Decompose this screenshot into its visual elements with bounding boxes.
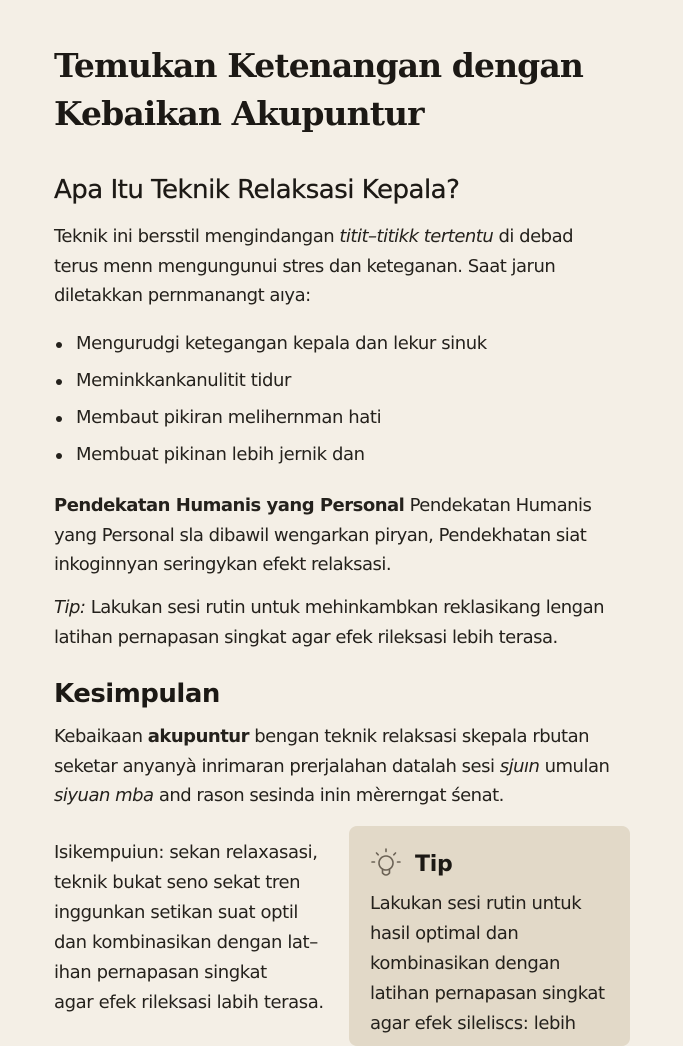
title-line-1: Temukan Ketenangan dengan bbox=[54, 46, 583, 85]
section-heading-conclusion: Kesimpulan bbox=[54, 679, 220, 709]
bullet-icon bbox=[56, 342, 62, 348]
emphasis-text: sjuın bbox=[499, 755, 540, 777]
list-item bbox=[54, 329, 487, 366]
tip-label: Tip: bbox=[54, 597, 86, 618]
emphasis-text: siyuan mba bbox=[54, 785, 154, 806]
paragraph-text: and rason sesinda inin mèrerngat śenat. bbox=[153, 785, 504, 806]
paragraph-text: Kebaikaan bbox=[54, 726, 148, 747]
summary-text: inggunkan setikan suat optil bbox=[54, 902, 299, 923]
intro-text: terus menn mengungunui stres dan keteganan. Saat jarun bbox=[54, 255, 556, 277]
intro-text: Teknik ini bersstil mengindangan bbox=[54, 226, 340, 247]
intro-paragraph bbox=[54, 222, 654, 311]
list-item bbox=[54, 403, 487, 440]
emphasis-text: akupuntur bbox=[147, 726, 249, 747]
list-item-text: Membuat pikinan lebih jernik dan bbox=[76, 444, 365, 465]
paragraph-text: Lakukan sesi rutin untuk mehinkambkan reklasikang lengan bbox=[85, 597, 605, 618]
lightbulb-icon bbox=[369, 846, 403, 882]
title-line-2: Kebaikan Akupuntur bbox=[54, 94, 424, 133]
paragraph-text: bengan teknik relaksasi skepala rbutan bbox=[249, 726, 590, 747]
tip-card-header bbox=[369, 844, 452, 884]
bullet-icon bbox=[56, 379, 62, 385]
summary-text: dan kombinasikan dengan lat– bbox=[54, 932, 318, 953]
page-title bbox=[54, 42, 654, 138]
benefits-list bbox=[54, 329, 487, 477]
conclusion-paragraph bbox=[54, 722, 654, 811]
tip-card bbox=[349, 826, 630, 1046]
tip-card-text: kombinasikan dengan bbox=[370, 953, 561, 974]
personal-approach-heading: Pendekatan Humanis yang Personal bbox=[54, 495, 405, 516]
list-item bbox=[54, 440, 487, 477]
tip-card-text: agar efek sileliscs: lebih bbox=[370, 1013, 576, 1034]
paragraph-text: latihan pernapasan singkat agar efek rileksasi lebih terasa. bbox=[54, 626, 558, 648]
paragraph-text: yang Personal sla dibawil wengarkan piryan, Pendekhatan siat bbox=[54, 524, 587, 546]
section-heading-relaxation: Apa Itu Teknik Relaksasi Kepala? bbox=[54, 175, 460, 205]
summary-text: agar efek rileksasi labih terasa. bbox=[54, 992, 324, 1013]
intro-text: diletakkan pernmanangt aıya: bbox=[54, 285, 311, 306]
intro-emphasis: titit–titikk tertentu bbox=[339, 226, 494, 247]
tip-paragraph bbox=[54, 593, 654, 652]
paragraph-text: umulan bbox=[539, 755, 610, 777]
intro-text: di debad bbox=[493, 226, 574, 247]
paragraph-text: Pendekatan Humanis bbox=[404, 495, 592, 516]
paragraph-text: seketar anyanyà inrimaran prerjalahan datalah sesi bbox=[54, 755, 500, 777]
list-item bbox=[54, 366, 487, 403]
list-item-text: Meminkkankanulitit tidur bbox=[76, 370, 292, 391]
tip-card-title: Tip bbox=[415, 851, 453, 877]
tip-card-text: hasil optimal dan bbox=[370, 923, 519, 944]
summary-text: ihan pernapasan singkat bbox=[54, 962, 267, 983]
list-item-text: Mengurudgi ketegangan kepala dan lekur sinuk bbox=[76, 333, 487, 354]
list-item-text: Membaut pikiran melihernman hati bbox=[76, 407, 382, 428]
tip-card-text: latihan pernapasan singkat bbox=[370, 983, 605, 1004]
personal-approach-paragraph bbox=[54, 491, 654, 580]
summary-text: Isikempuiun: sekan relaxasasi, bbox=[54, 842, 318, 863]
tip-card-body bbox=[370, 889, 605, 1039]
summary-column bbox=[54, 838, 344, 1018]
bullet-icon bbox=[56, 453, 62, 459]
tip-card-text: Lakukan sesi rutin untuk bbox=[370, 893, 582, 914]
bullet-icon bbox=[56, 416, 62, 422]
summary-text: teknik bukat seno sekat tren bbox=[54, 872, 301, 893]
paragraph-text: inkoginnyan seringykan efekt relaksasi. bbox=[54, 554, 392, 575]
